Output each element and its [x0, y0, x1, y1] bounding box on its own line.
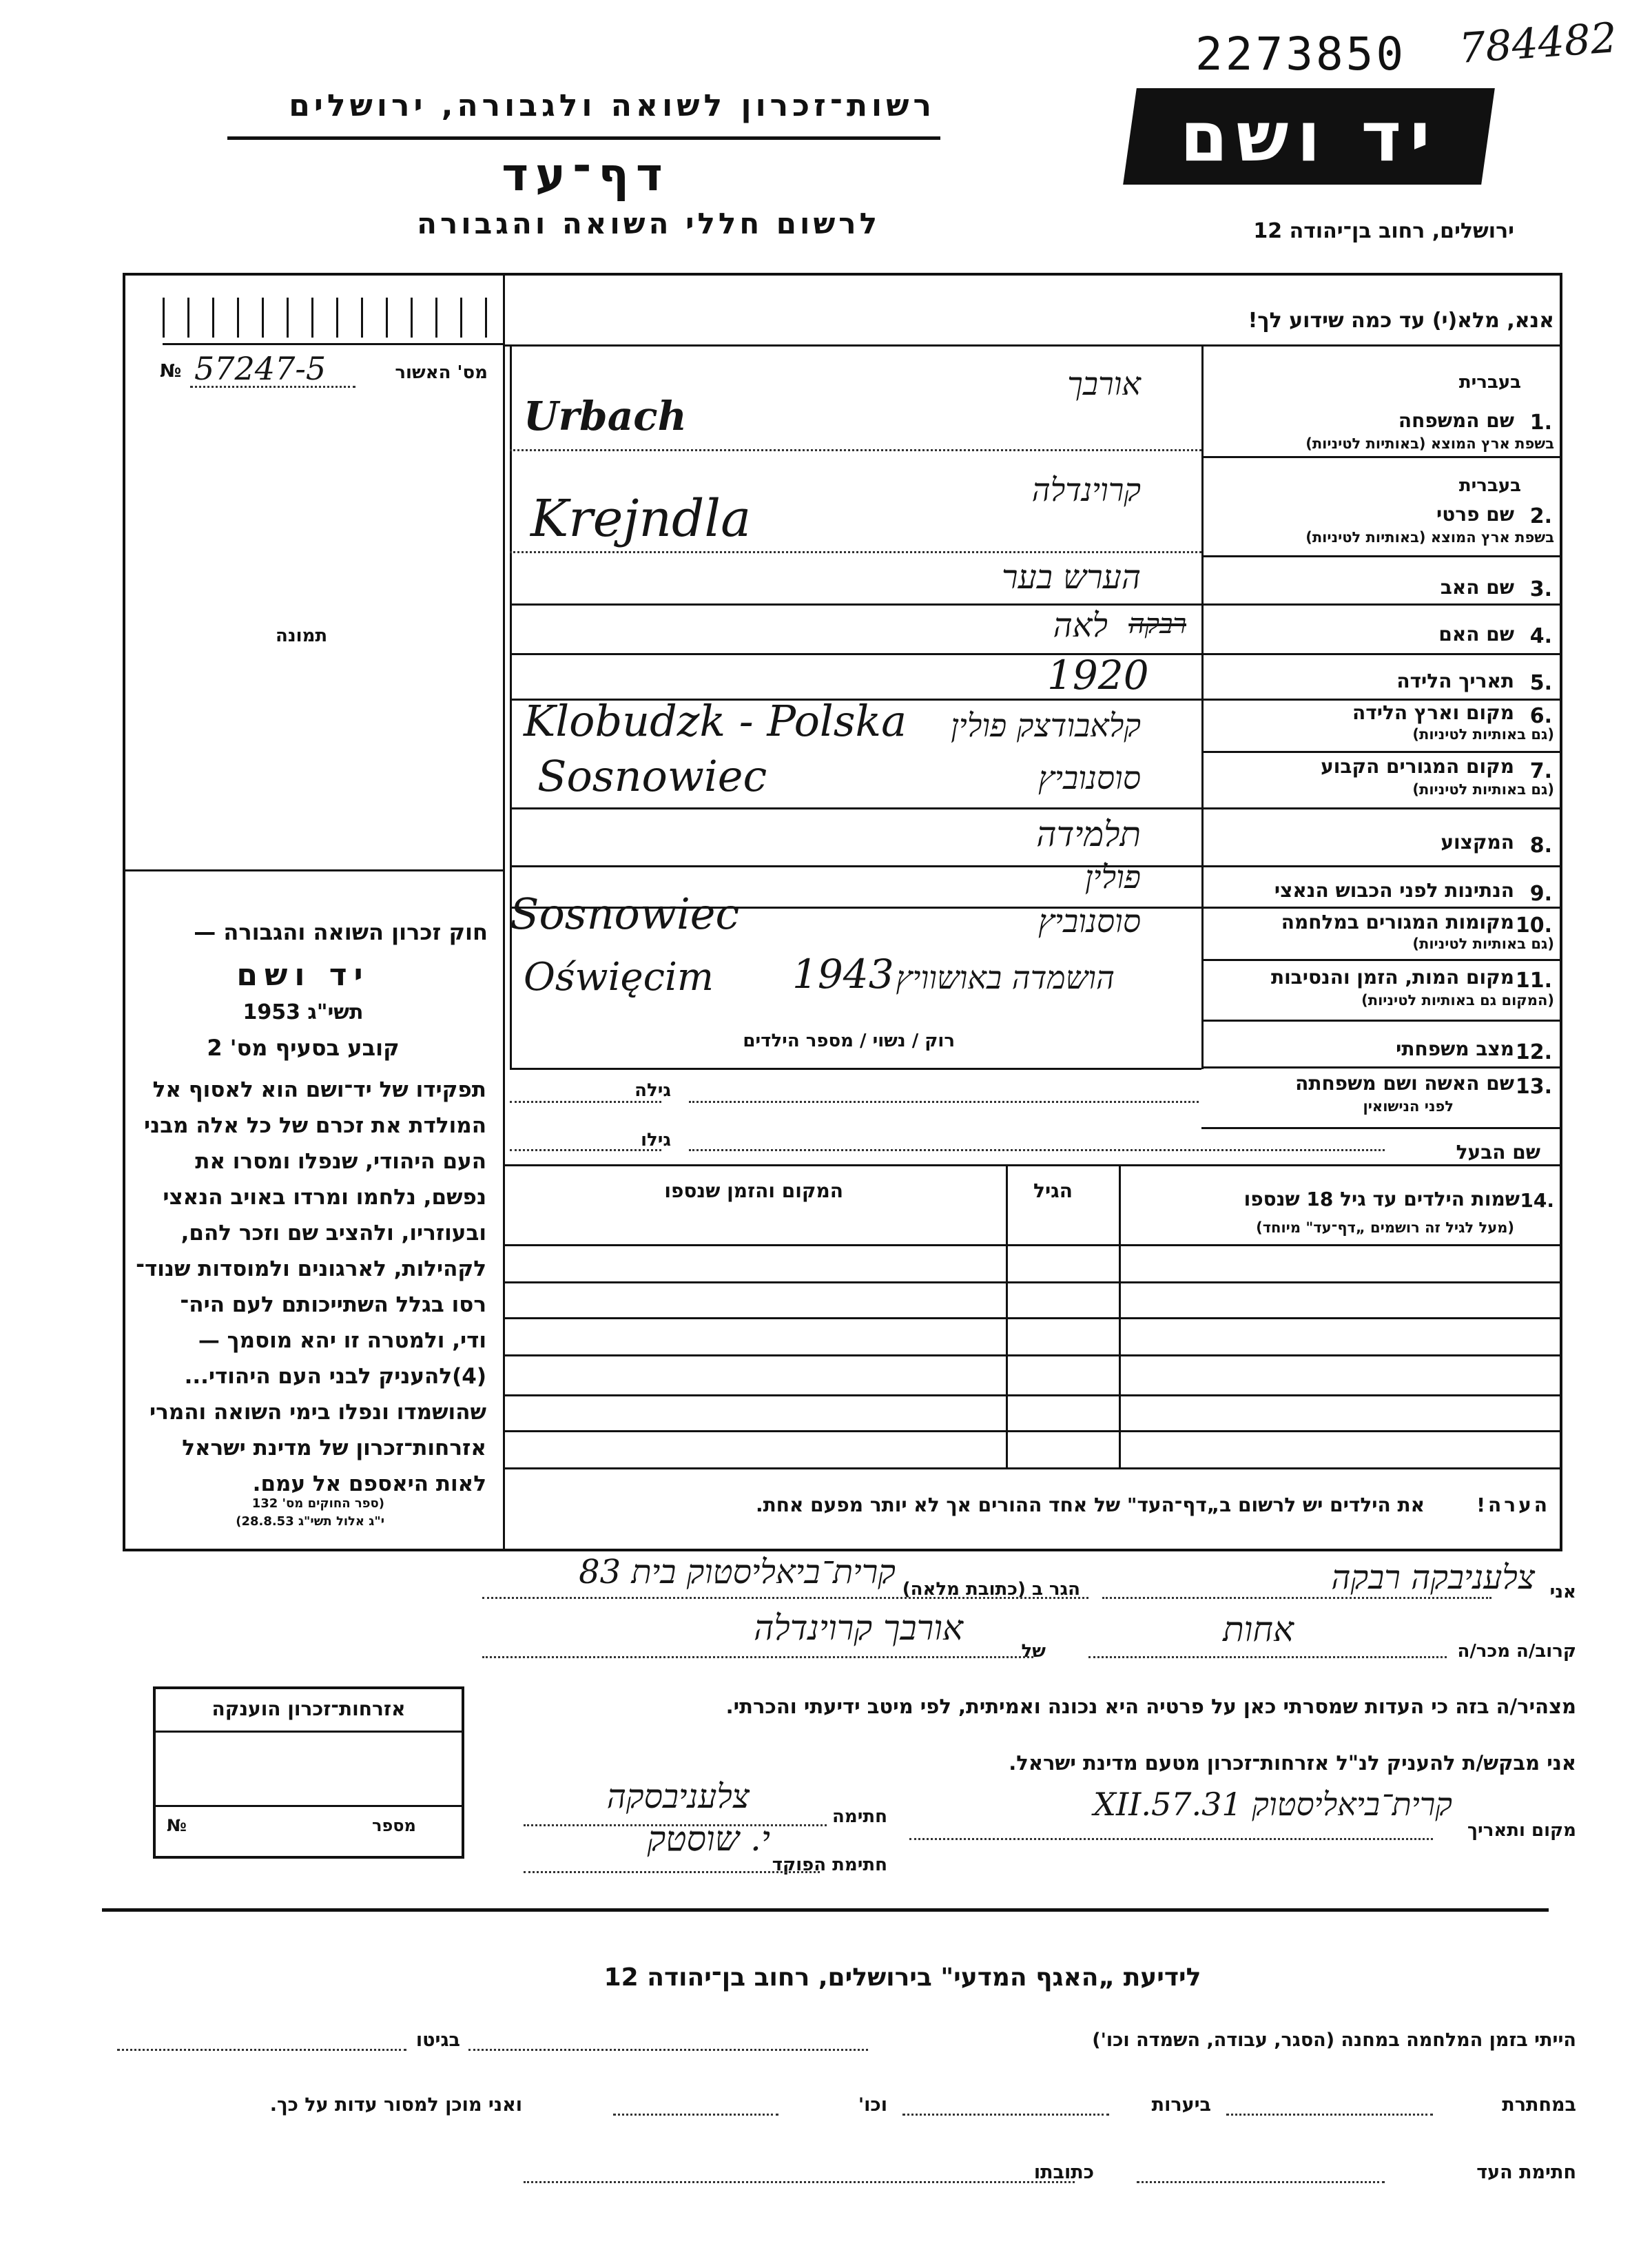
death-year[interactable]: 1943: [792, 951, 894, 998]
place-date-label: מקום ותאריך: [1467, 1820, 1576, 1841]
field10-label: מקומות המגורים במלחמה: [1281, 911, 1514, 933]
logo-text: יד ושם: [1179, 96, 1438, 177]
field6-number: 6.: [1529, 704, 1552, 728]
law-line: העם היהודי, שנפלו ומסרו את: [195, 1149, 486, 1174]
bottom-line1-b: בגיטו: [415, 2030, 460, 2051]
officer-dots: [524, 1871, 820, 1873]
signature-value[interactable]: צלעניבסקה: [606, 1777, 750, 1816]
law-section: קובע בסעיף מס' 2: [207, 1035, 400, 1061]
approval-number[interactable]: 57247-5: [194, 350, 327, 387]
signature-label: חתימה: [832, 1806, 887, 1827]
photo-label: תמונה: [276, 626, 328, 646]
family-name-latin[interactable]: Urbach: [524, 393, 687, 440]
children-row-rule-5: [503, 1394, 1562, 1396]
children-col-div-1: [1006, 1164, 1008, 1467]
children-col-div-2: [1119, 1164, 1121, 1467]
children-place-header: המקום והזמן שנספו: [664, 1179, 843, 1202]
law-line: תפקידו של יד־ושם הוא לאסוף אל: [152, 1077, 486, 1102]
profession[interactable]: תלמידה: [1036, 814, 1141, 854]
birth-date[interactable]: 1920: [1047, 652, 1149, 699]
bottom-line1-dots-a: [468, 2049, 868, 2051]
witness-resides-label: הגר ב (כתובת מלאה): [902, 1579, 1080, 1600]
mother-name[interactable]: לאה: [1053, 606, 1108, 645]
citizenship-number-rule: [153, 1805, 464, 1807]
approval-prefix: №: [160, 361, 182, 382]
field1-sub: בשפת ארץ המוצא (באותיות לטיניות): [1305, 435, 1554, 452]
document-number: 2273850: [1195, 28, 1407, 81]
given-name-latin[interactable]: Kreјndla: [530, 489, 752, 548]
field10-number: 10.: [1515, 913, 1552, 938]
birth-place-hebrew[interactable]: קלאבודצק פולין: [951, 707, 1141, 744]
residence-latin[interactable]: Sosnowiec: [537, 751, 767, 801]
field9-label: הנתינות לפני הכבוש הנאצי: [1274, 879, 1514, 902]
law-line: ודי, ולמטרה זו יהא מוסמך —: [198, 1328, 486, 1353]
field13-sub: לפני הנישואין: [1363, 1098, 1454, 1115]
relative-label: קרוב/ה מכר/ה: [1457, 1641, 1576, 1662]
children-label: שמות הילדים עד גיל 18 שנספו: [1243, 1188, 1520, 1210]
relation-value[interactable]: אחות: [1223, 1609, 1294, 1649]
law-source: (ספר החוקים מס' 132: [251, 1496, 384, 1511]
field12-rule: [1201, 1066, 1562, 1068]
law-line: נפשם, נלחמו ומרדו באויב הנאצי: [163, 1185, 486, 1210]
field13-label: שם האשה ושם משפחתה: [1295, 1072, 1514, 1095]
field8-number: 8.: [1529, 834, 1552, 858]
stamp-boxes: [163, 298, 507, 338]
field1-label: שם המשפחה: [1398, 409, 1514, 432]
field8-label: המקצוע: [1441, 831, 1514, 854]
law-line: שהושמדו ונפלו בימי השואה והמרי: [149, 1400, 486, 1425]
field1-rule: [1201, 456, 1562, 458]
field4-label: שם האם: [1438, 623, 1514, 646]
nationality[interactable]: פולין: [1084, 858, 1141, 896]
field2-rule: [1201, 555, 1562, 557]
children-sub: (מעל לגיל זה רושמים „דף־עד" מיוחד): [1256, 1219, 1514, 1236]
law-line: לאות היאספם אל עמם.: [252, 1472, 486, 1496]
declaration: מצהיר/ה בזה כי העדות שמסרתי כאן על פרטיה היא נכונה ואמיתית, לפי מיטב ידיעתי והכרתי.: [725, 1695, 1576, 1718]
wartime-residence-hebrew[interactable]: סוסנוביץ: [1037, 902, 1141, 940]
witness-name-dots: [1102, 1597, 1491, 1599]
wife-name-dots: [689, 1101, 1199, 1103]
photo-bottom-rule: [124, 869, 503, 871]
field7-sub: (גם באותיות לטיניות): [1412, 781, 1554, 798]
wartime-residence-latin[interactable]: Sosnowiec: [510, 889, 740, 939]
bottom-line3-dots-a: [1137, 2181, 1385, 2183]
children-age-header: הגיל: [1033, 1179, 1073, 1202]
hebrew-marker-1: בעברית: [1458, 372, 1521, 393]
husband-name-dots: [689, 1149, 1385, 1151]
bottom-line2-c: וכו': [858, 2094, 887, 2116]
husband-name-label: שם הבעל: [1456, 1141, 1540, 1164]
left-column-divider: [503, 273, 505, 1551]
wife-age-dots: [510, 1101, 661, 1103]
field2-number: 2.: [1529, 504, 1552, 528]
wife-age-label: גילה: [634, 1080, 671, 1101]
law-body: [128, 1072, 486, 1502]
citizenship-title: אזרחות־זכרון הוענקה: [211, 1697, 406, 1720]
field13-number: 13.: [1515, 1075, 1552, 1099]
father-name[interactable]: הערש בער: [1002, 558, 1141, 597]
bottom-line2-dots-c: [613, 2114, 778, 2116]
field7-label: מקום המגורים הקבוע: [1321, 755, 1514, 778]
children-top-rule: [503, 1164, 1562, 1166]
law-line: אזרחות־זכרון של מדינת ישראל: [182, 1436, 486, 1460]
given-name-dots: [510, 551, 1201, 553]
children-row-rule-3: [503, 1317, 1562, 1319]
document-subtitle: לרשום חללי השואה והגבורה: [417, 207, 880, 240]
bottom-heading: לידיעת „האגף המדעי" בירושלים, רחוב בן־יהודה 12: [603, 1963, 1201, 1992]
bottom-line1-a: הייתי בזמן המלחמה במחנה (הסגר, עבודה, השמדה וכו'): [1092, 2030, 1576, 2051]
husband-age-label: גילו: [641, 1130, 671, 1150]
field12-number: 12.: [1515, 1040, 1552, 1064]
field4-rule: [510, 653, 1562, 655]
birth-place-latin[interactable]: Klobudzk - Polska: [524, 696, 907, 746]
field1-number: 1.: [1529, 411, 1552, 435]
values-left-border: [510, 344, 512, 1069]
bottom-line2-a: במחתרת: [1502, 2094, 1576, 2116]
husband-age-dots: [510, 1149, 661, 1151]
address: ירושלים, רחוב בן־יהודה 12: [1253, 219, 1514, 243]
children-row-rule-1: [503, 1244, 1562, 1246]
law-line: המולדת את זכרם של כל אלה מבני: [144, 1113, 486, 1138]
field7-number: 7.: [1529, 759, 1552, 783]
handwritten-number: 784482: [1457, 14, 1619, 73]
approval-dots: [190, 386, 355, 388]
witness-address[interactable]: קרית־ביאליסטוק בית 83: [579, 1553, 896, 1591]
field6-rule: [1201, 751, 1562, 753]
field6-sub: (גם באותיות לטיניות): [1412, 726, 1554, 743]
bottom-line3-b: כתובתו: [1033, 2162, 1094, 2183]
bottom-line2-dots-b: [902, 2114, 1109, 2116]
field12-values-rule: [510, 1068, 1201, 1070]
field6-label: מקום וארץ הלידה: [1352, 701, 1514, 724]
field8-rule: [510, 865, 1562, 867]
law-name: יד ושם: [236, 958, 370, 993]
officer-signature[interactable]: י. שוסטק: [647, 1819, 770, 1859]
of-name[interactable]: אורבך קרוינדלה: [754, 1608, 963, 1648]
bottom-line2-d: ואני מוכן למסור עדות על כך.: [269, 2094, 522, 2116]
authority-underline: [227, 136, 940, 140]
law-line: לקהילות, לארגונים ולמוסדות שנוד־: [136, 1257, 486, 1281]
witness-name[interactable]: צלעניבקה רבקה: [1331, 1558, 1535, 1597]
residence-hebrew[interactable]: סוסנוביץ: [1037, 759, 1141, 796]
citizenship-prefix: №: [167, 1816, 187, 1835]
death-circumstances[interactable]: הושמדה באושוויץ: [896, 959, 1115, 996]
of-label: של: [1021, 1641, 1046, 1662]
approval-top-rule: [163, 343, 503, 345]
law-line: ובעוזריו, ולהציב שם וזכר להם,: [180, 1221, 486, 1246]
law-title: חוק זכרון השואה והגבורה —: [194, 919, 488, 945]
field9-number: 9.: [1529, 882, 1552, 906]
children-row-rule-2: [503, 1281, 1562, 1283]
bottom-line1-dots-b: [117, 2049, 406, 2051]
law-year: תשי"ג 1953: [242, 1000, 364, 1024]
law-line: (4)להעניק לבני העם היהודי...: [184, 1364, 486, 1389]
family-name-dots: [510, 449, 1201, 451]
relation-dots: [1088, 1656, 1447, 1658]
given-name-hebrew[interactable]: קרוינדלה: [1031, 471, 1141, 508]
field3-label: שם האב: [1440, 576, 1514, 599]
instruction: אנא, מלא(י) עד כמה שידוע לך!: [1248, 309, 1554, 333]
field13-rule: [1201, 1127, 1562, 1129]
family-name-hebrew[interactable]: אורבך: [1067, 365, 1141, 402]
bottom-line3-dots-b: [524, 2181, 1075, 2183]
marital-options[interactable]: רוק / נשוי / מספר הילדים: [743, 1031, 955, 1051]
field7-rule: [510, 807, 1562, 809]
field11-sub: (המקום גם באותיות לטיניות): [1361, 992, 1554, 1009]
field4-number: 4.: [1529, 624, 1552, 648]
field2-label: שם פרטי: [1436, 503, 1514, 526]
death-place-latin[interactable]: Oświęcim: [524, 955, 714, 1000]
field11-number: 11.: [1515, 969, 1552, 993]
yad-vashem-logo: [1123, 88, 1495, 185]
children-number: 14.: [1520, 1189, 1554, 1212]
witness-i-label: אני: [1549, 1582, 1576, 1602]
children-row-rule-6: [503, 1430, 1562, 1432]
authority-name: רשות־זכרון לשואה ולגבורה, ירושלים: [289, 88, 936, 123]
field3-rule: [510, 603, 1562, 606]
field3-number: 3.: [1529, 577, 1552, 601]
witness-address-dots: [482, 1597, 1088, 1599]
officer-label: חתימת הפוקד: [772, 1855, 887, 1875]
field12-label: מצב משפחתי: [1396, 1037, 1514, 1060]
document-title: דף־עד: [502, 148, 670, 201]
bottom-line3-a: חתימת העד: [1476, 2162, 1576, 2183]
field11-label: מקום המות, הזמן והנסיבות: [1270, 966, 1514, 989]
children-row-rule-4: [503, 1354, 1562, 1356]
request: אני מבקש/ת להעניק לנ"ל אזרחות־זכרון מטעם מדינת ישראל.: [1009, 1751, 1576, 1775]
hebrew-marker-2: בעברית: [1458, 475, 1521, 496]
field2-sub: בשפת ארץ המוצא (באותיות לטיניות): [1305, 529, 1554, 546]
citizenship-title-rule: [153, 1731, 464, 1733]
note-label: הערה!: [1476, 1494, 1550, 1516]
bottom-line2-dots-a: [1226, 2114, 1433, 2116]
note-text: את הילדים יש לרשום ב„דף־העד" של אחד ההורים אך לא יותר מפעם אחת.: [756, 1494, 1425, 1516]
field11-rule: [1201, 1020, 1562, 1022]
children-bottom-rule: [503, 1467, 1562, 1469]
law-line: רסו בגלל השתייכותם לעם היה־: [180, 1292, 486, 1317]
of-name-dots: [482, 1656, 1033, 1658]
place-date-dots: [909, 1838, 1433, 1840]
field10-rule: [1201, 959, 1562, 961]
field5-label: תאריך הלידה: [1396, 670, 1514, 692]
section-separator: [102, 1908, 1549, 1912]
approval-label: מס' האשור: [395, 362, 488, 383]
citizenship-number-label: מספר: [372, 1816, 416, 1835]
law-source-date: י"ג אלול תשי"ג 28.8.53): [236, 1514, 384, 1529]
field10-sub: (גם באותיות לטיניות): [1412, 936, 1554, 952]
instruction-rule: [503, 344, 1562, 347]
field5-number: 5.: [1529, 671, 1552, 695]
bottom-line2-b: ביערות: [1151, 2094, 1211, 2116]
place-date-value[interactable]: קרית־ביאליסטוק 31.XII.57: [1093, 1786, 1452, 1823]
mother-name-struck: רבקה: [1128, 608, 1186, 640]
